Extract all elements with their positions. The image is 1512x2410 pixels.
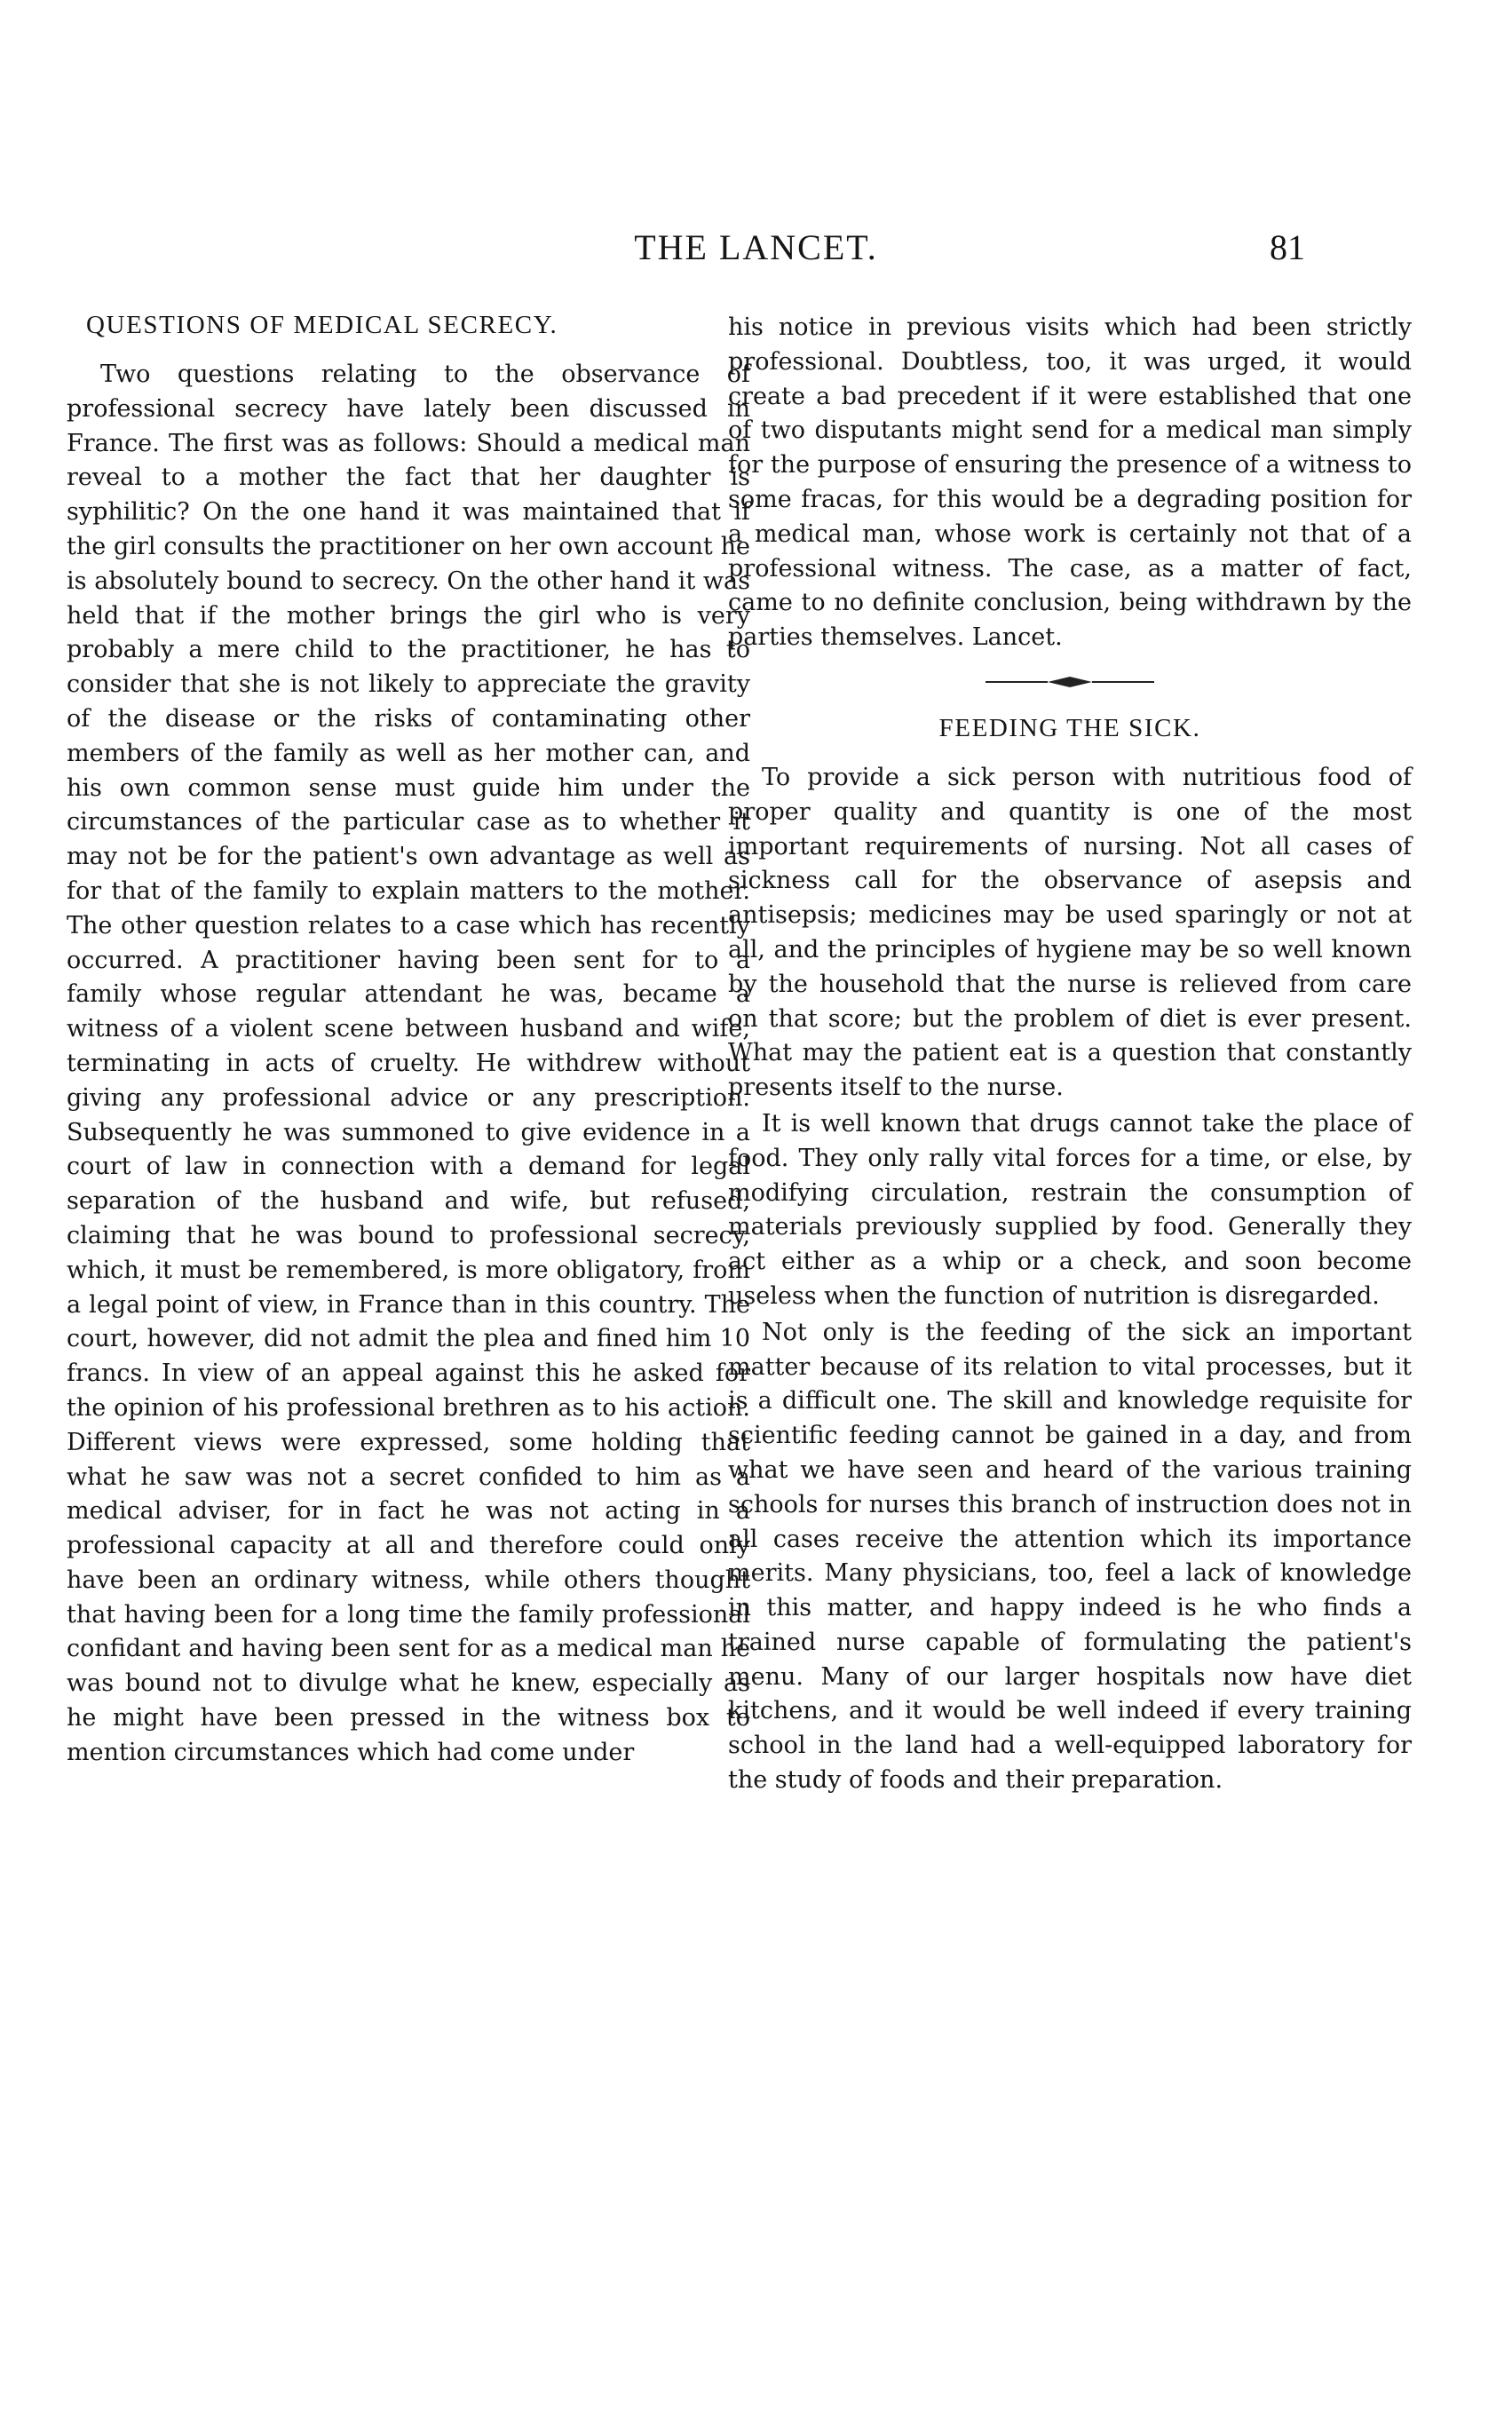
journal-title: THE LANCET. — [634, 227, 878, 267]
page-number: 81 — [1270, 227, 1305, 267]
article-paragraph: Two questions relating to the observance of professional secrecy have lately been discussed in France. The first was as follows: Should a medical man reveal to a mother the fact that her daughter is syphilitic? On the one hand it was maintained that if the girl consults the practitioner on her own account he is absolutely bound to secrecy. On the other hand it was held that if the mother brings the girl who is very probably a mere child to the practitioner, he has to consider that she is not likely to appreciate the gravity of the disease or the risks of contaminating other members of the family as well as her mother can, and his own common sense must guide him under the circumstances of the particular case as to whether it may not be for the patient's own advantage as well as for that of the family to explain matters to the mother. The other question relates to a case which has recently occurred. A practitioner having been sent for to a family whose regular attendant he was, became a witness of a violent scene between husband and wife, terminating in acts of cruelty. He withdrew without giving any professional advice or any prescription. Subsequently he was summoned to give evidence in a court of law in connection with a demand for legal separation of the husband and wife, but refused, claiming that he was bound to professional secrecy, which, it must be remembered, is more obligatory, from a legal point of view, in France than in this country. The court, however, did not admit the plea and fined him 10 francs. In view of an appeal against this he asked for the opinion of his professional brethren as to his action. Different views were expressed, some holding that what he saw was not a secret confided to him as a medical adviser, for in fact he was not acting in a professional capacity at all and therefore could only have been an ordinary witness, while others thought that having been for a long time the family professional confidant and having been sent for as a medical man he was bound not to divulge what he knew, especially as he might have been pressed in the witness box to mention circumstances which had come under — [67, 361, 750, 1766]
article-paragraph: Not only is the feeding of the sick an important matter because of its relation to vital processes, but it is a difficult one. The skill and knowledge requisite for scientific feeding cannot be gained in a day, and from what we have seen and heard of the various training schools for nurses this branch of instruction does not in all cases receive the attention which its importance merits. Many physicians, too, feel a lack of knowledge in this matter, and happy indeed is he who finds a trained nurse capable of formulating the patient's menu. Many of our larger hospitals now have diet kitchens, and it would be well indeed if every training school in the land had a well-equipped laboratory for the study of foods and their preparation. — [728, 1318, 1412, 1795]
article-continuation: his notice in previous visits which had been strictly professional. Doubtless, too, it was urged, it would create a bad precedent if it were established that one of two disputants might send for a medical man simply for the purpose of ensuring the presence of a witness to some fracas, for this would be a degrading position for a medical man, whose work is certainly not that of a professional witness. The case, as a matter of fact, came to no definite conclusion, being withdrawn by the parties themselves. Lancet. — [728, 313, 1412, 652]
right-column — [728, 311, 1412, 1798]
article-heading-medical-secrecy: QUESTIONS OF MEDICAL SECRECY. — [86, 311, 558, 339]
page-header — [0, 226, 1512, 280]
article-heading-feeding-the-sick: FEEDING THE SICK. — [938, 713, 1201, 742]
article-paragraph: It is well known that drugs cannot take the place of food. They only rally vital forces for a time, or else, by modifying circulation, restrain the consumption of materials previously supplied by food. Generally they act either as a whip or a check, and soon become useless when the function of nutrition is disregarded. — [728, 1109, 1412, 1310]
article-paragraph: To provide a sick person with nutritious food of proper quality and quantity is one of the most important requirements of nursing. Not all cases of sickness call for the observance of asepsis and antisepsis; medicines may be used sparingly or not at all, and the principles of hygiene may be so well known by the household that the nurse is relieved from care on that score; but the problem of diet is ever present. What may the patient eat is a question that constantly presents itself to the nurse. — [728, 763, 1412, 1102]
left-column — [67, 311, 750, 1771]
ornamental-divider — [986, 673, 1154, 691]
